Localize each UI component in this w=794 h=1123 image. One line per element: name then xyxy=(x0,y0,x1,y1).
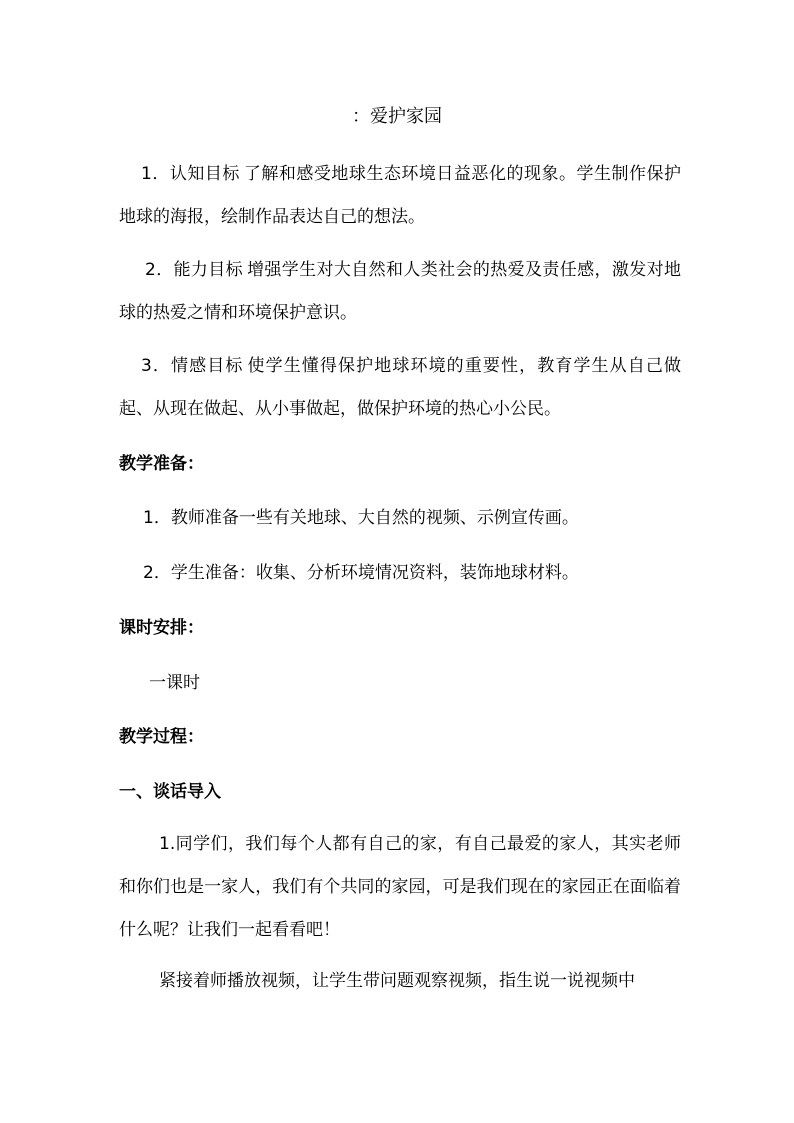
goal-number: 3． xyxy=(141,356,172,376)
intro-paragraph: 1.同学们，我们每个人都有自己的家，有自己最爱的家人，其实老师和你们也是一家人，我们有个共同的家园，可是我们现在的家园正在面临着什么呢？让我们一起看看吧！ xyxy=(119,834,681,940)
goal-name: 能力目标 xyxy=(173,260,244,280)
schedule-value: 一课时 xyxy=(149,673,200,693)
item-number: 2． xyxy=(143,563,171,583)
goal-cognitive xyxy=(119,153,681,239)
goal-number: 1． xyxy=(141,164,170,184)
goal-emotional xyxy=(119,345,681,431)
item-text: 教师准备一些有关地球、大自然的视频、示例宣传画。 xyxy=(170,508,579,528)
after-video-paragraph: 紧接着师播放视频，让学生带问题观察视频，指生说一说视频中 xyxy=(159,971,635,991)
document-title: ：爱护家园 xyxy=(352,106,442,127)
preparation-heading: 教学准备： xyxy=(119,454,204,474)
goal-text: 使学生懂得保护地球环境的重要性，教育学生从自己做起、从现在做起、从小事做起，做保护环境的热心小公民。 xyxy=(119,356,681,419)
goal-text: 了解和感受地球生态环境日益恶化的现象。学生制作保护地球的海报，绘制作品表达自己的想法。 xyxy=(119,164,681,227)
goal-ability xyxy=(119,249,681,335)
item-text: 学生准备：收集、分析环境情况资料，装饰地球材料。 xyxy=(170,563,579,583)
section-heading-intro: 一、谈话导入 xyxy=(119,782,221,802)
preparation-item-teacher xyxy=(143,505,579,531)
goal-name: 情感目标 xyxy=(171,356,244,376)
goal-name: 认知目标 xyxy=(169,164,240,184)
schedule-heading: 课时安排： xyxy=(119,618,204,638)
goal-number: 2． xyxy=(145,260,174,280)
item-number: 1． xyxy=(143,508,171,528)
preparation-item-student xyxy=(143,560,579,586)
process-heading: 教学过程： xyxy=(119,727,204,747)
goal-text: 增强学生对大自然和人类社会的热爱及责任感，激发对地球的热爱之情和环境保护意识。 xyxy=(119,260,681,323)
